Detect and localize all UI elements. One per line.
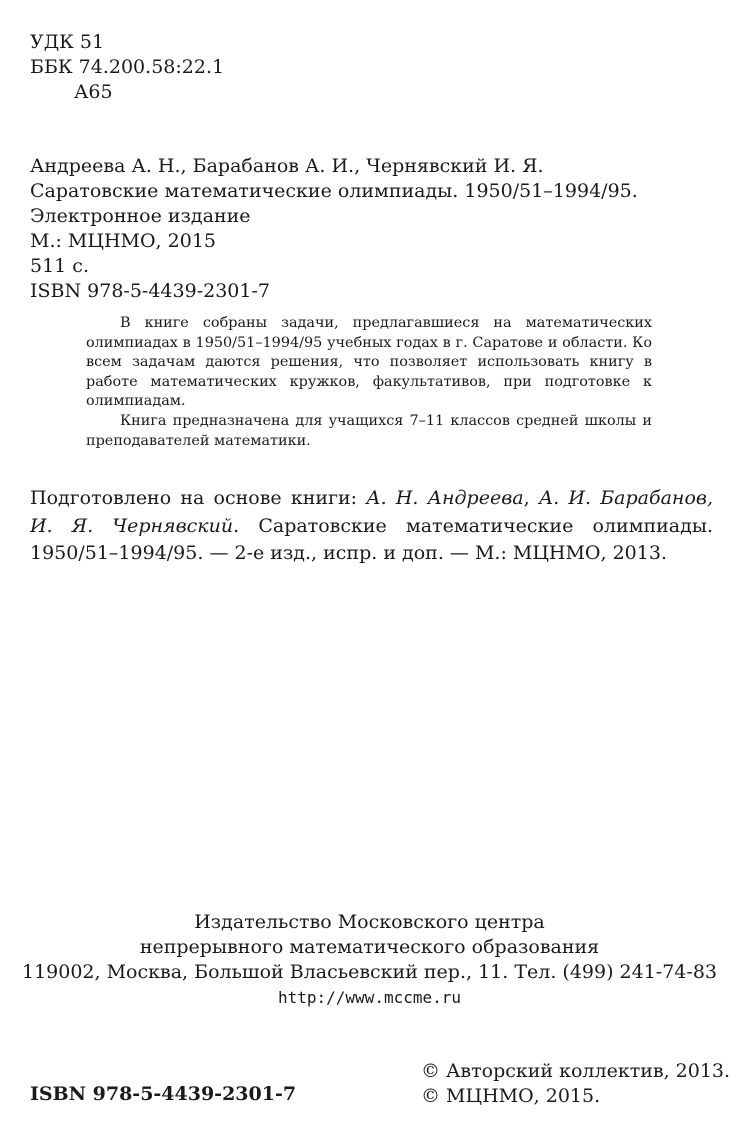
abstract-paragraph: В книге собраны задачи, предлагавшиеся на математических олимпиадах в 1950/51–1994/95 учебных годах в г. Саратове и области. Ко всем задачам даются решения, что позволяет использовать книгу в работе математических кружков, факультативов, при подготовке к олимпиадам.	[86, 315, 652, 410]
publisher-address: 119002, Москва, Большой Власьевский пер., 11. Тел. (499) 241-74-83	[21, 961, 717, 983]
source-author-2: А. И. Барабанов, И. Я. Чернявский	[30, 487, 713, 537]
author-mark: А65	[74, 81, 113, 103]
udk-code: УДК 51	[30, 31, 105, 53]
copyright-authors: © Авторский коллектив, 2013.	[421, 1060, 731, 1082]
edition-note: Электронное издание	[30, 205, 251, 227]
publisher-name-line-1: Издательство Московского центра	[194, 911, 545, 933]
footer-isbn: ISBN 978-5-4439-2301-7	[30, 1083, 297, 1105]
publisher-url[interactable]: http://www.mccme.ru	[277, 988, 462, 1007]
copyright-block	[421, 1059, 730, 1109]
source-separator: ,	[523, 487, 539, 509]
book-title: Саратовские математические олимпиады. 1950/51–1994/95.	[30, 180, 638, 202]
page-count: 511 с.	[30, 255, 89, 277]
abstract-paragraph: Книга предназначена для учащихся 7–11 классов средней школы и преподавателей математики.	[86, 412, 652, 449]
authors-line: Андреева А. Н., Барабанов А. И., Чернявский И. Я.	[30, 155, 544, 177]
bbk-code: ББК 74.200.58:22.1	[30, 56, 225, 78]
publisher-line: М.: МЦНМО, 2015	[30, 230, 216, 252]
source-author-1: А. Н. Андреева	[366, 487, 524, 509]
source-note	[30, 485, 713, 568]
source-prefix: Подготовлено на основе книги:	[30, 487, 367, 509]
copyright-publisher: © МЦНМО, 2015.	[421, 1085, 601, 1107]
source-rest: . Саратовские математические олимпиады. 1950/51–1994/95. — 2-е изд., испр. и доп. — М.: МЦНМО, 2013.	[30, 514, 713, 564]
publisher-name-line-2: непрерывного математического образования	[139, 936, 600, 958]
abstract	[86, 314, 652, 451]
isbn-line: ISBN 978-5-4439-2301-7	[30, 280, 270, 302]
publisher-info	[0, 910, 739, 1010]
